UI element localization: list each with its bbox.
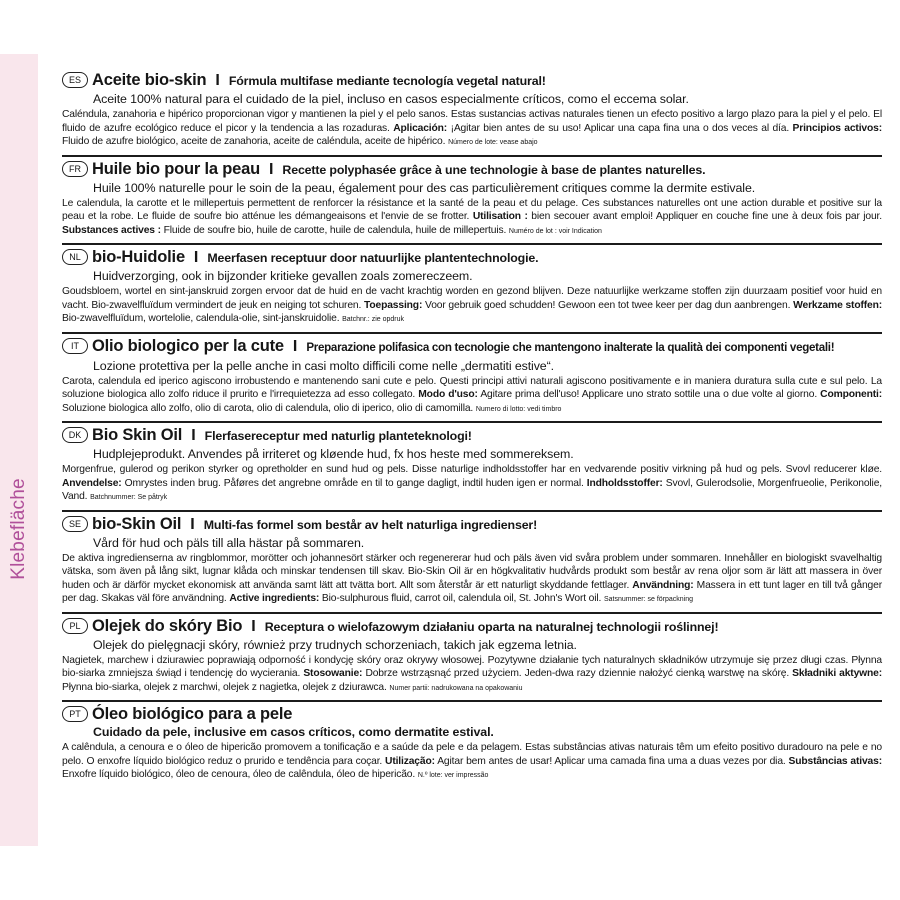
product-description (62, 552, 882, 607)
product-subtitle: Olejek do pielęgnacji skóry, również przy trudnych schorzeniach, takich jak egzema letnia. (93, 637, 577, 652)
ingredients-label: Składniki aktywne: (792, 668, 882, 679)
ingredients-text: Bio-zwavelfluïdum, wortelolie, calendula-olie, sint-janskruidolie. (62, 313, 340, 324)
section-headline (62, 704, 882, 724)
product-subtitle: Cuidado da pele, inclusive em casos críticos, como dermatite estival. (93, 725, 494, 739)
product-tagline: Meerfasen receptuur door natuurlijke plantentechnologie. (207, 251, 539, 265)
title-separator: I (292, 337, 298, 355)
description-text: Carota, calendula ed iperico agiscono irrobustendo e mantenendo sani cute e pelo. Questi principi attivi naturali agiscono positivamente e in maniera duratura sulla cute e sul pelo. La soluzione biologica allo zolfo riduce il prurito e l'irrequietezza ad esso collegato. (62, 375, 882, 400)
ingredients-label: Werkzame stoffen: (793, 299, 883, 311)
product-title: bio-Huidolie (92, 248, 185, 266)
product-tagline: Fórmula multifase mediante tecnología vegetal natural! (228, 74, 546, 88)
ingredients-text: Svovl, Gulerodsolie, Morgenfrueolie, Perikonolie, Vand. (62, 477, 882, 502)
description-text: Caléndula, zanahoria e hipérico proporcionan vigor y mantienen la piel y el pelo sanos. Estas sustancias activas naturales tienen un efecto positivo a largo plazo para la piel y el pelo. El fluido de azufre ecológico reduce el picor y la tendencia a las rozaduras. (62, 109, 882, 134)
title-separator: I (193, 249, 199, 266)
section-headline (62, 616, 882, 637)
section-nl (62, 243, 882, 327)
language-code-badge: DK (62, 427, 88, 443)
product-subtitle: Huidverzorging, ook in bijzonder kritieke gevallen zoals zomereczeem. (93, 269, 473, 283)
product-description (62, 375, 882, 417)
title-separator: I (190, 515, 195, 533)
ingredients-label: Substances actives : (62, 224, 161, 236)
application-text: Agitar bem antes de usar! Aplicar uma camada fina uma a duas vezes por dia. (437, 755, 786, 767)
product-description (62, 197, 882, 239)
ingredients-text: Fluide de soufre bio, huile de carotte, huile de calendula, huile de millepertuis. (163, 224, 507, 236)
application-text: Massera in ett tunt lager en till två gånger per dag. Skakas väl före användning. (62, 579, 882, 604)
title-separator: I (268, 160, 274, 178)
product-description (62, 741, 882, 783)
product-description (62, 654, 882, 696)
product-title: Bio Skin Oil (92, 426, 183, 444)
ingredients-label: Active ingredients: (229, 593, 320, 604)
description-text: Goudsbloem, wortel en sint-janskruid zorgen ervoor dat de huid en de vacht krachtig worden en gezond blijven. Deze natuurlijke werkzame stoffen zijn duurzaam positief voor huid en vacht. Bio-zwavelfluïdum vermindert de jeuk en neiging tot schuren. (62, 286, 882, 311)
language-code-badge: IT (62, 338, 88, 354)
adhesive-area-strip (0, 54, 38, 846)
lot-number-note: Batchnr.: zie opdruk (342, 316, 404, 323)
application-text: ¡Agitar bien antes de su uso! Aplicar una capa fina una o dos veces al día. (450, 122, 790, 134)
application-text: bien secouer avant emploi! Appliquer en couche fine une à deux fois par jour. (531, 211, 882, 222)
language-code-badge: ES (62, 72, 88, 88)
section-headline (62, 336, 882, 358)
section-pt (62, 700, 882, 783)
section-fr (62, 155, 882, 239)
product-title: Aceite bio-skin (92, 71, 207, 89)
section-pl (62, 612, 882, 696)
lot-number-note: N.º lote: ver impressão (417, 772, 489, 779)
description-text: A calêndula, a cenoura e o óleo de hipericão promovem a tonificação e a saúde da pele e da pelagem. Estas substâncias ativas naturais têm um efeito positivo duradouro na pele e no pelo. O enxofre líquido biológico reduz o prurido e tendência para coçar. (62, 742, 882, 767)
lot-number-note: Numero di lotto: vedi timbro (475, 405, 562, 413)
language-code-badge: NL (62, 249, 88, 265)
description-text: Le calendula, la carotte et le millepertuis permettent de renforcer la résistance et la santé de la peau et du pelage. Ces substances naturelles ont une action durable et positive sur la peau et la robe. Le fluide de soufre bio atténue les démangeaisons et l'envie de se frotter. (62, 197, 882, 222)
lot-number-note: Batchnummer: Se påtryk (90, 494, 168, 501)
ingredients-text: Bio-sulphurous fluid, carrot oil, calendula oil, St. John's Wort oil. (321, 593, 602, 604)
section-headline (62, 70, 882, 91)
product-tagline: Preparazione polifasica con tecnologie che mantengono inalterate la qualità dei componenti vegetali! (306, 340, 835, 354)
lot-number-note: Número de lote: vease abajo (448, 139, 538, 146)
section-dk (62, 421, 882, 505)
application-label: Stosowanie: (303, 668, 363, 679)
ingredients-label: Componenti: (820, 389, 882, 400)
product-description (62, 108, 882, 150)
title-separator: I (215, 72, 220, 89)
application-label: Användning: (632, 579, 694, 591)
product-tagline: Receptura o wielofazowym działaniu oparta na naturalnej technologii roślinnej! (264, 619, 719, 634)
label-text-panel (62, 70, 882, 788)
product-title: Huile bio pour la peau (92, 159, 260, 178)
language-code-badge: FR (62, 161, 88, 177)
product-description (62, 463, 882, 505)
ingredients-label: Indholdsstoffer: (586, 477, 663, 489)
product-subtitle: Hudplejeprodukt. Anvendes på irriteret og kløende hud, fx hos heste med sommereksem. (93, 447, 574, 461)
title-separator: I (191, 427, 196, 444)
ingredients-text: Płynna bio-siarka, olejek z marchwi, olejek z nagietka, olejek z dziurawca. (62, 681, 387, 693)
product-title: Olio biologico per la cute (92, 336, 284, 355)
application-label: Modo d'uso: (418, 389, 478, 400)
description-text: Morgenfrue, gulerod og perikon styrker og opretholder en sund hud og pels. Disse naturlige indholdsstoffer har en vedvarende positiv virkning på hud og pels. Svovl reducerer kløe. (62, 464, 882, 475)
lot-number-note: Numer partii: nadrukowana na opakowaniu (389, 684, 523, 692)
ingredients-text: Soluzione biologica allo zolfo, olio di carota, olio di calendula, olio di iperico, olio di camomilla. (62, 402, 474, 414)
section-headline (62, 425, 882, 446)
ingredients-label: Substâncias ativas: (788, 755, 882, 767)
description-text: Nagietek, marchew i dziurawiec poprawiają odporność i kondycję skóry oraz okrywy włosowej. Pozytywne działanie tych naturalnych składników utrzymuje się przez długi czas. Płynna bio-siarka zmniejsza świąd i tendencję do wycierania. (62, 654, 882, 679)
section-headline (62, 514, 882, 535)
product-subtitle: Vård för hud och päls till alla hästar på sommaren. (93, 535, 365, 550)
application-text: Voor gebruik goed schudden! Gewoon een tot twee keer per dag dun aanbrengen. (425, 299, 791, 311)
language-code-badge: SE (62, 516, 88, 532)
product-subtitle: Huile 100% naturelle pour le soin de la peau, également pour des cas particulièrement critiques comme la dermite estivale. (93, 180, 756, 195)
adhesive-area-label: Klebefläche (8, 478, 29, 580)
product-tagline: Recette polyphasée grâce à une technologie à base de plantes naturelles. (282, 162, 706, 177)
product-subtitle: Aceite 100% natural para el cuidado de la piel, incluso en casos especialmente críticos, como el eccema solar. (93, 92, 689, 106)
application-text: Omrystes inden brug. Påføres det angrebne område en til to gange dagligt, indtil huden igen er normal. (124, 477, 584, 489)
product-description (62, 285, 882, 327)
application-label: Toepassing: (364, 299, 423, 311)
application-label: Utilização: (385, 755, 435, 767)
section-headline (62, 247, 882, 268)
application-label: Aplicación: (393, 122, 448, 134)
product-subtitle: Lozione protettiva per la pelle anche in casi molto difficili come nelle „dermatiti estive“. (93, 358, 554, 373)
application-text: Dobrze wstrząsnąć przed użyciem. Jeden-dwa razy dziennie nałożyć cienką warstwę na skórę. (365, 668, 790, 679)
lot-number-note: Numéro de lot : voir Indication (508, 227, 602, 235)
lot-number-note: Satsnummer: se förpackning (603, 596, 694, 603)
ingredients-text: Fluido de azufre biológico, aceite de zanahoria, aceite de caléndula, aceite de hipérico. (62, 136, 446, 147)
title-separator: I (251, 617, 256, 635)
application-label: Anvendelse: (62, 477, 122, 489)
language-code-badge: PT (62, 706, 88, 722)
ingredients-text: Enxofre líquido biológico, óleo de cenoura, óleo de calêndula, óleo de hipericão. (62, 769, 416, 780)
product-title: Olejek do skóry Bio (92, 616, 243, 635)
description-text: De aktiva ingredienserna av ringblommor, morötter och johannesört stärker och regenererar hud och päls även vid svåra problem under sommaren. Innehåller en biologiskt svavelhaltig vätska, som även på lång sikt, lugnar klåda och minskar tendensen till skav. Bio-Skin Oil är en högkvalitativ hudvårds produkt som består av rena oljor som är lätt att massera in över huden och är därför mycket ekonomisk att använda samt lätt att tvätta bort. Allt som återstår är ett naturligt skyddande fettlager. (62, 552, 882, 591)
section-se (62, 510, 882, 607)
product-title: Óleo biológico para a pele (92, 705, 293, 723)
product-title: bio-Skin Oil (92, 514, 182, 533)
product-tagline: Multi-fas formel som består av helt naturliga ingredienser! (203, 517, 538, 532)
application-text: Agitare prima dell'uso! Applicare uno strato sottile una o due volte al giorno. (480, 389, 818, 400)
ingredients-label: Principios activos: (792, 122, 882, 134)
section-es (62, 70, 882, 150)
application-label: Utilisation : (472, 211, 528, 222)
section-it (62, 332, 882, 417)
section-headline (62, 159, 882, 180)
language-code-badge: PL (62, 618, 88, 634)
product-tagline: Flerfasereceptur med naturlig planteteknologi! (204, 429, 472, 443)
